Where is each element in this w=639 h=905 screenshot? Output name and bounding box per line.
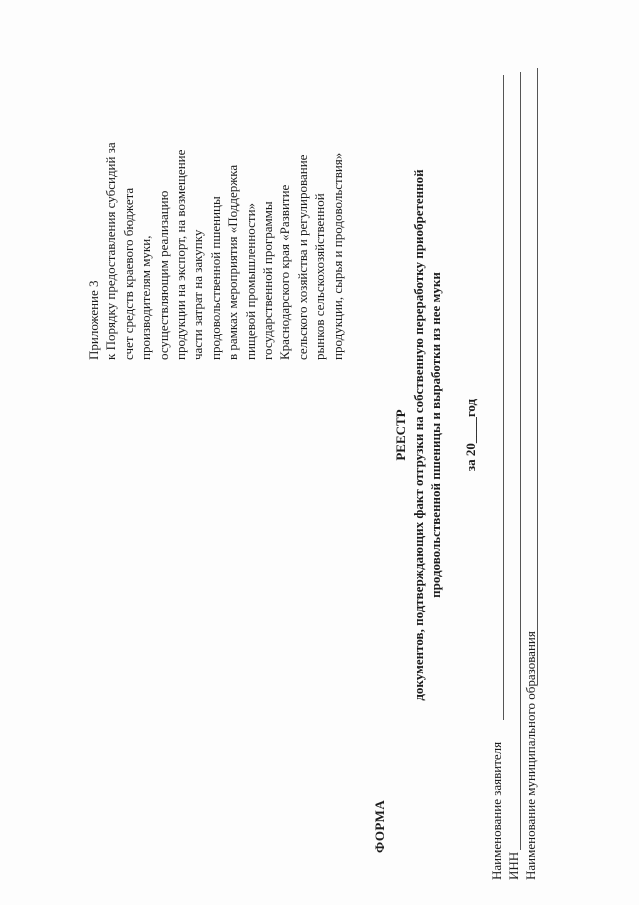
appendix-line: пищевой промышленности»: [242, 202, 258, 360]
appendix-line: рынков сельскохозяйственной: [312, 193, 328, 360]
appendix-line: осуществляющим реализацию: [155, 190, 171, 360]
registry-title: РЕЕСТР: [393, 409, 408, 461]
appendix-line: в рамках мероприятия «Поддержка: [225, 164, 241, 360]
appendix-line: сельского хозяйства и регулирование: [294, 154, 310, 360]
appendix-line: продукции, сырья и продовольствия»: [329, 152, 345, 360]
appendix-line: продукции на экспорт, на возмещение: [173, 149, 189, 360]
appendix-line: производителям муки,: [138, 235, 154, 360]
appendix-block: [85, 60, 346, 360]
appendix-line: Краснодарского края «Развитие: [277, 184, 293, 360]
appendix-line: к Порядку предоставления субсидий за: [103, 142, 119, 360]
applicant-name-label: Наименование заявителя: [489, 741, 504, 880]
registry-subtitle-line-2: продовольственной пшеницы и выработки из нее муки: [428, 272, 443, 598]
appendix-line: продовольственной пшеницы: [207, 196, 223, 360]
appendix-line: части затрат на закупку: [190, 229, 206, 360]
registry-period: за 20____год: [463, 398, 478, 472]
inn-field-line: [520, 72, 521, 850]
appendix-line: Приложение 3: [86, 280, 101, 360]
form-label: ФОРМА: [372, 799, 387, 853]
municipality-label: Наименование муниципального образования: [523, 631, 538, 880]
inn-label: ИНН: [506, 851, 521, 880]
applicant-name-field-line: [503, 75, 504, 720]
appendix-line: государственной программы: [260, 201, 276, 360]
appendix-line: счет средств краевого бюджета: [120, 187, 136, 360]
municipality-field-line: [537, 68, 538, 685]
registry-subtitle-line-1: документов, подтверждающих факт отгрузки на собственную переработку приобретенной: [411, 169, 426, 701]
